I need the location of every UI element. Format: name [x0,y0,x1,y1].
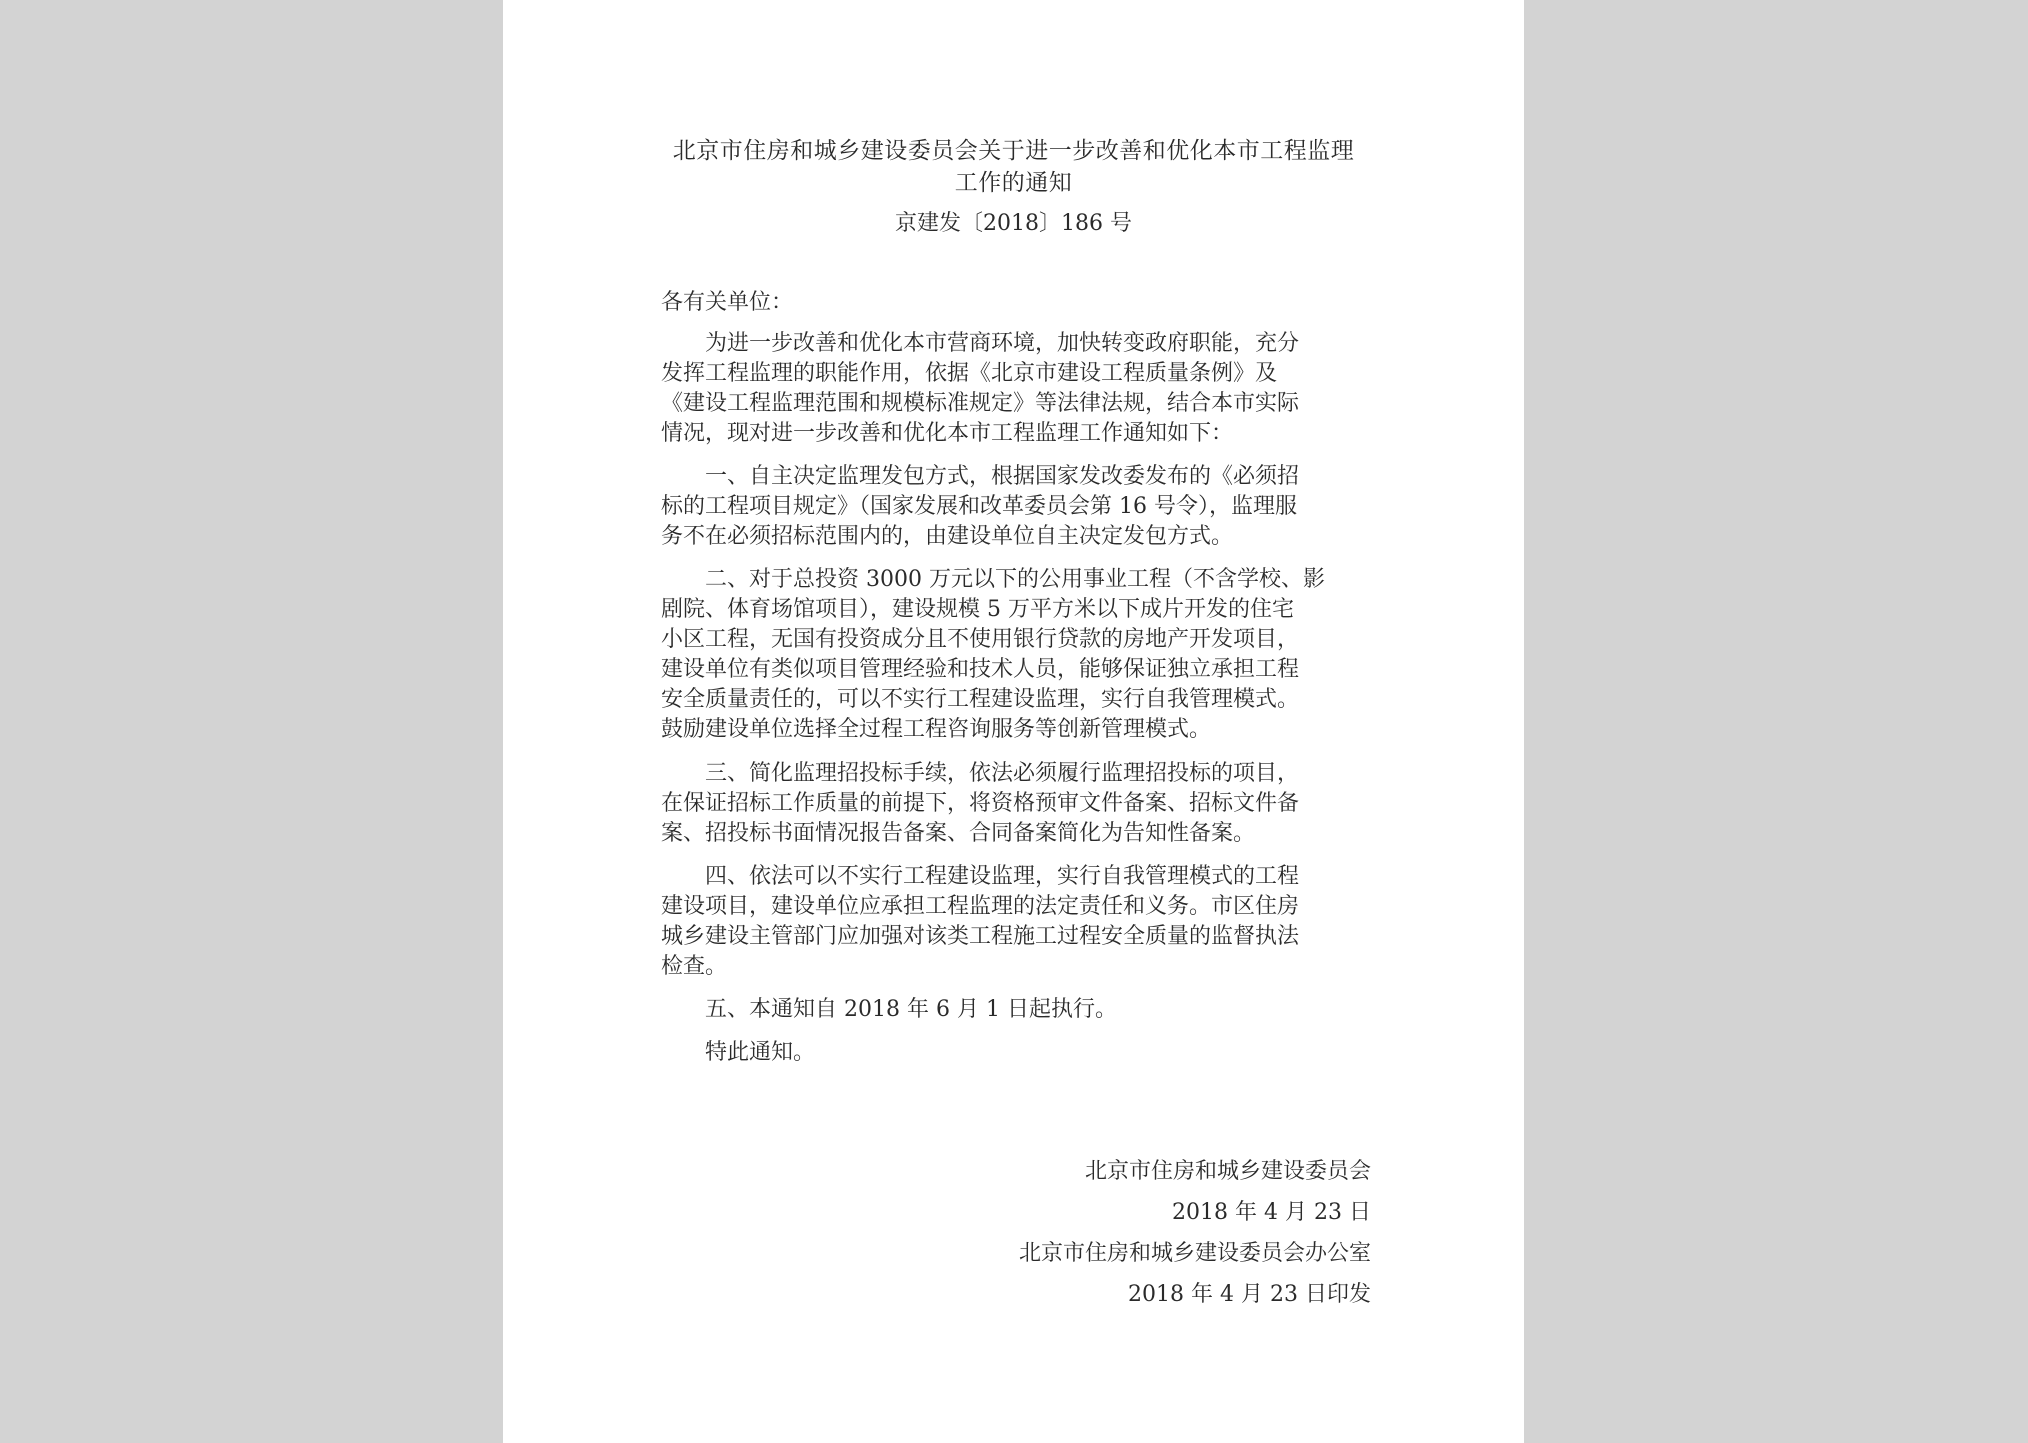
issue-date: 2018 年 4 月 23 日印发 [1128,1282,1371,1307]
paragraph-line: 《建设工程监理范围和规模标准规定》等法律法规，结合本市实际 [661,391,1300,416]
issuing-office: 北京市住房和城乡建设委员会办公室 [1018,1241,1371,1266]
document-page [503,0,1524,1443]
paragraph-line: 小区工程，无国有投资成分且不使用银行贷款的房地产开发项目， [661,627,1300,652]
paragraph-line: 鼓励建设单位选择全过程工程咨询服务等创新管理模式。 [661,717,1212,742]
paragraph-line: 务不在必须招标范围内的，由建设单位自主决定发包方式。 [661,524,1234,549]
paragraph-line: 剧院、体育场馆项目），建设规模 5 万平方米以下成片开发的住宅 [661,597,1294,622]
signature-date: 2018 年 4 月 23 日 [1172,1200,1371,1225]
paragraph-line: 为进一步改善和优化本市营商环境，加快转变政府职能，充分 [661,331,1300,356]
paragraph-line: 建设单位有类似项目管理经验和技术人员，能够保证独立承担工程 [661,657,1300,682]
paragraph-line: 四、依法可以不实行工程建设监理，实行自我管理模式的工程 [661,864,1300,889]
document-title-line-2: 工作的通知 [954,170,1073,196]
paragraph-line: 在保证招标工作质量的前提下，将资格预审文件备案、招标文件备 [661,791,1300,816]
paragraph-line: 情况，现对进一步改善和优化本市工程监理工作通知如下： [661,421,1234,446]
document-title-line-1: 北京市住房和城乡建设委员会关于进一步改善和优化本市工程监理 [672,138,1355,164]
paragraph-line: 安全质量责任的，可以不实行工程建设监理，实行自我管理模式。 [661,687,1300,712]
paragraph-line: 发挥工程监理的职能作用，依据《北京市建设工程质量条例》及 [661,361,1278,386]
paragraph-line: 检查。 [661,954,728,979]
document-number: 京建发〔2018〕186 号 [895,211,1132,236]
paragraph-line: 标的工程项目规定》（国家发展和改革委员会第 16 号令），监理服 [661,494,1297,519]
paragraph-line: 一、自主决定监理发包方式，根据国家发改委发布的《必须招 [661,464,1300,489]
paragraph-line: 特此通知。 [661,1040,816,1065]
paragraph-line: 建设项目，建设单位应承担工程监理的法定责任和义务。市区住房 [661,894,1300,919]
signature-organization: 北京市住房和城乡建设委员会 [1084,1159,1371,1184]
paragraph-line: 二、对于总投资 3000 万元以下的公用事业工程（不含学校、影 [661,567,1325,592]
paragraph-line: 城乡建设主管部门应加强对该类工程施工过程安全质量的监督执法 [661,924,1300,949]
salutation: 各有关单位： [661,290,794,315]
paragraph-line: 三、简化监理招投标手续，依法必须履行监理招投标的项目， [661,761,1300,786]
paragraph-line: 案、招投标书面情况报告备案、合同备案简化为告知性备案。 [661,821,1256,846]
paragraph-line: 五、本通知自 2018 年 6 月 1 日起执行。 [661,997,1117,1022]
